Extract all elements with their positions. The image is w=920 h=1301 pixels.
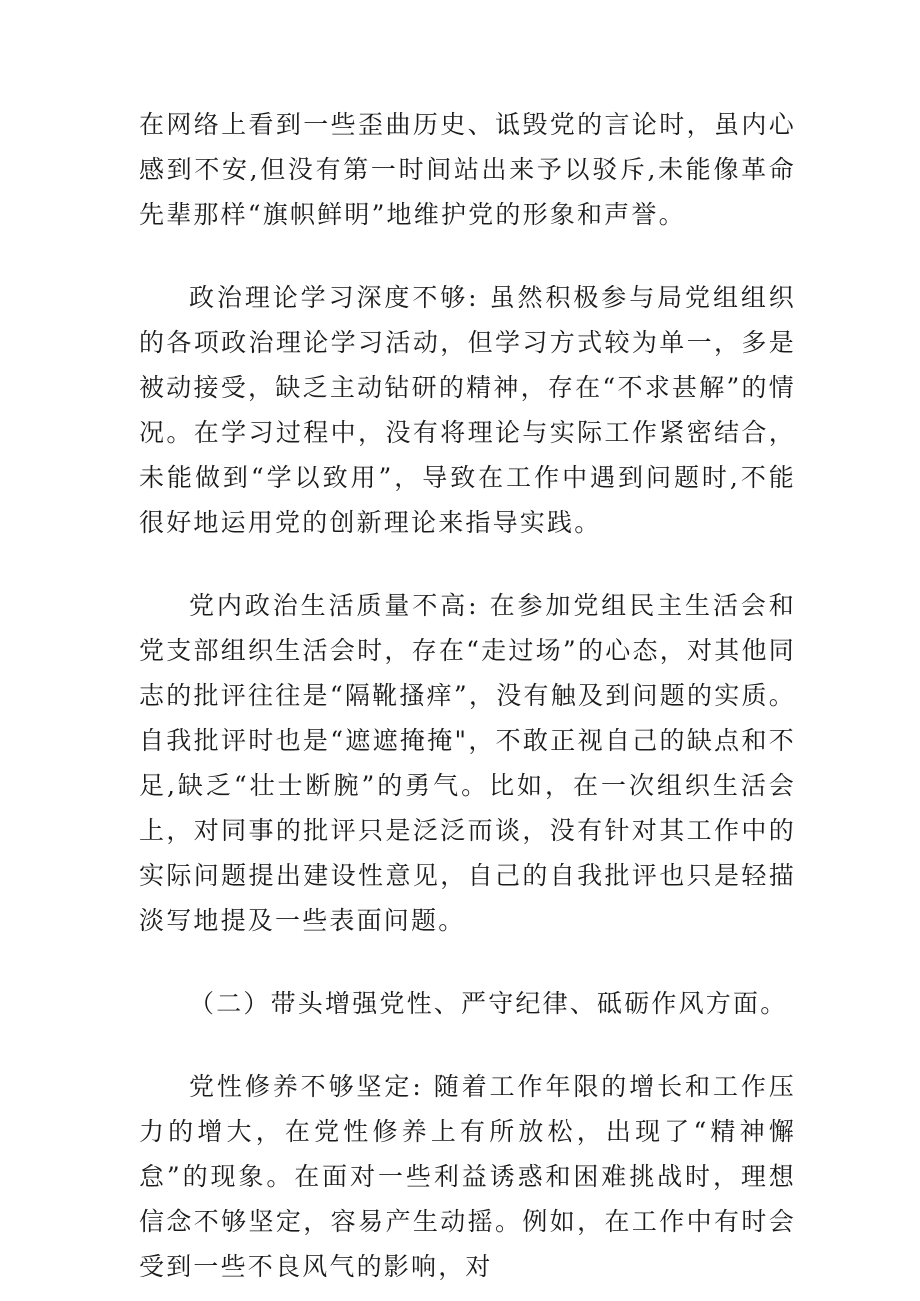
paragraph-online-remarks: 在网络上看到一些歪曲历史、诋毁党的言论时，虽内心感到不安,但没有第一时间站出来予以驳斥,未能像革命先辈那样“旗帜鲜明”地维护党的形象和声誉。 [139,110,796,229]
section-heading-two: （二）带头增强党性、严守纪律、砥砺作风方面。 [189,989,788,1018]
paragraph-party-spirit: 党性修养不够坚定: 随着工作年限的增长和工作压力的增大，在党性修养上有所放松，出现了“精神懈怠”的现象。在面对一些利益诱惑和困难挑战时，理想信念不够坚定，容易产生动摇。例如，在工作中有时会受到一些不良风气的影响，对 [139,1072,796,1281]
paragraph-party-life: 党内政治生活质量不高: 在参加党组民主生活会和党支部组织生活会时，存在“走过场”的心态，对其他同志的批评往往是“隔靴搔痒”，没有触及到问题的实质。自我批评时也是“遮遮掩掩"，不敢正视自己的缺点和不足,缺乏“壮士断腕”的勇气。比如，在一次组织生活会上，对同事的批评只是泛泛而谈，没有针对其工作中的实际问题提出建设性意见，自己的自我批评也只是轻描淡写地提及一些表面问题。 [139,591,796,935]
paragraph-theory-study: 政治理论学习深度不够: 虽然积极参与局党组组织的各项政治理论学习活动，但学习方式较为单一，多是被动接受，缺乏主动钻研的精神，存在“不求甚解”的情况。在学习过程中，没有将理论与实际工作紧密结合，未能做到“学以致用”，导致在工作中遇到问题时,不能很好地运用党的创新理论来指导实践。 [139,283,796,537]
